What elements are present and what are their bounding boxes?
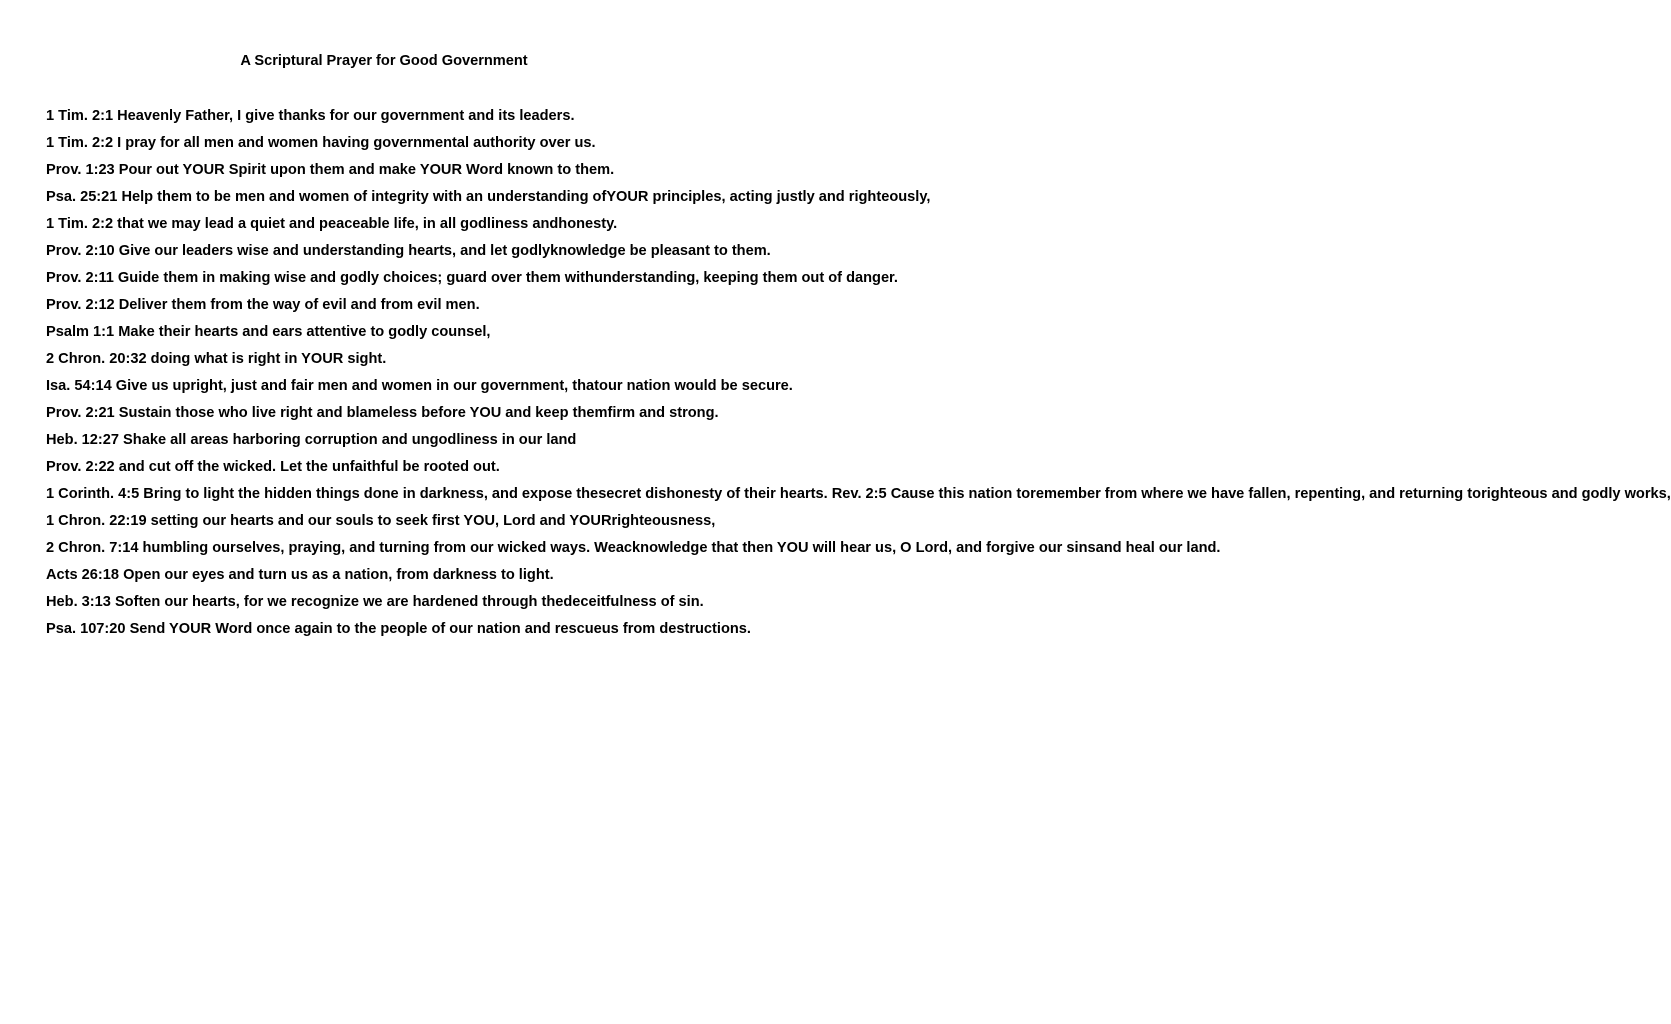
entry-line: Psalm 1:1 Make their hearts and ears attentive to godly counsel, bbox=[46, 324, 491, 340]
prayer-entry bbox=[46, 294, 736, 316]
entry-line: 1 Tim. 2:2 I pray for all men and women having governmental authority over us. bbox=[46, 135, 596, 151]
entry-continuation-line: remember from where we have fallen, repenting, and returning to bbox=[1030, 486, 1482, 502]
prayer-entry bbox=[46, 429, 736, 451]
entry-line: Heb. 3:13 Soften our hearts, for we recognize we are hardened through the bbox=[46, 594, 564, 610]
entry-line: Acts 26:18 Open our eyes and turn us as a nation, from darkness to light. bbox=[46, 567, 554, 583]
prayer-entry bbox=[46, 618, 751, 640]
entry-line: Prov. 2:22 and cut off the wicked. Let the unfaithful be rooted out. bbox=[46, 459, 500, 475]
entry-line: 1 Tim. 2:1 Heavenly Father, I give thanks for our government and its leaders. bbox=[46, 108, 575, 124]
prayer-entries bbox=[46, 105, 1671, 645]
entry-continuation-line: YOUR principles, acting justly and righteously, bbox=[606, 189, 931, 205]
entry-continuation-line: honesty. bbox=[558, 216, 618, 232]
prayer-entry bbox=[46, 132, 736, 154]
entry-line: Prov. 2:10 Give our leaders wise and understanding hearts, and let godly bbox=[46, 243, 551, 259]
entry-line: Psa. 25:21 Help them to be men and women of integrity with an understanding of bbox=[46, 189, 607, 205]
prayer-entry bbox=[46, 267, 898, 289]
prayer-entry bbox=[46, 564, 736, 586]
entry-continuation-line: acknowledge that then YOU will hear us, O Lord, and forgive our sins bbox=[615, 540, 1096, 556]
entry-continuation-line: knowledge be pleasant to them. bbox=[550, 243, 771, 259]
document-title: A Scriptural Prayer for Good Government bbox=[240, 53, 528, 69]
entry-line: Prov. 1:23 Pour out YOUR Spirit upon them and make YOUR Word known to them. bbox=[46, 162, 615, 178]
entry-line: Prov. 2:12 Deliver them from the way of evil and from evil men. bbox=[46, 297, 480, 313]
prayer-entry bbox=[46, 321, 736, 343]
prayer-entry bbox=[46, 456, 736, 478]
entry-continuation-line: understanding, keeping them out of danger. bbox=[593, 270, 898, 286]
entry-continuation-line: firm and strong. bbox=[607, 405, 719, 421]
entry-continuation-line: righteous and godly works, bbox=[1481, 486, 1671, 502]
prayer-entry bbox=[46, 213, 736, 235]
entry-line: Prov. 2:21 Sustain those who live right and blameless before YOU and keep them bbox=[46, 405, 608, 421]
entry-continuation-line: our nation would be secure. bbox=[599, 378, 793, 394]
prayer-entry bbox=[46, 402, 736, 424]
prayer-entry bbox=[46, 105, 736, 127]
entry-line: 1 Chron. 22:19 setting our hearts and our souls to seek first YOU, Lord and YOUR bbox=[46, 513, 612, 529]
entry-continuation-line: and heal our land. bbox=[1095, 540, 1221, 556]
entry-continuation-line: righteousness, bbox=[611, 513, 716, 529]
entry-line: Heb. 12:27 Shake all areas harboring corruption and ungodliness in our land bbox=[46, 432, 577, 448]
prayer-entry bbox=[46, 240, 771, 262]
entry-line: 1 Corinth. 4:5 Bring to light the hidden things done in darkness, and expose the bbox=[46, 486, 599, 502]
entry-line: Psa. 107:20 Send YOUR Word once again to the people of our nation and rescue bbox=[46, 621, 602, 637]
prayer-entry bbox=[46, 186, 931, 208]
entry-continuation-line: us from destructions. bbox=[601, 621, 751, 637]
prayer-entry bbox=[46, 510, 736, 532]
prayer-entry bbox=[46, 159, 736, 181]
prayer-entry bbox=[46, 348, 736, 370]
prayer-entry bbox=[46, 483, 1671, 505]
entry-line: 2 Chron. 20:32 doing what is right in YOUR sight. bbox=[46, 351, 387, 367]
entry-line: 1 Tim. 2:2 that we may lead a quiet and peaceable life, in all godliness and bbox=[46, 216, 559, 232]
prayer-entry bbox=[46, 591, 736, 613]
entry-line: 2 Chron. 7:14 humbling ourselves, praying, and turning from our wicked ways. We bbox=[46, 540, 616, 556]
prayer-entry bbox=[46, 375, 793, 397]
entry-line: Isa. 54:14 Give us upright, just and fair men and women in our government, that bbox=[46, 378, 600, 394]
prayer-entry bbox=[46, 537, 1221, 559]
entry-continuation-line: deceitfulness of sin. bbox=[563, 594, 704, 610]
entry-continuation-line: secret dishonesty of their hearts. Rev. 2:5 Cause this nation to bbox=[598, 486, 1031, 502]
entry-line: Prov. 2:11 Guide them in making wise and godly choices; guard over them with bbox=[46, 270, 594, 286]
